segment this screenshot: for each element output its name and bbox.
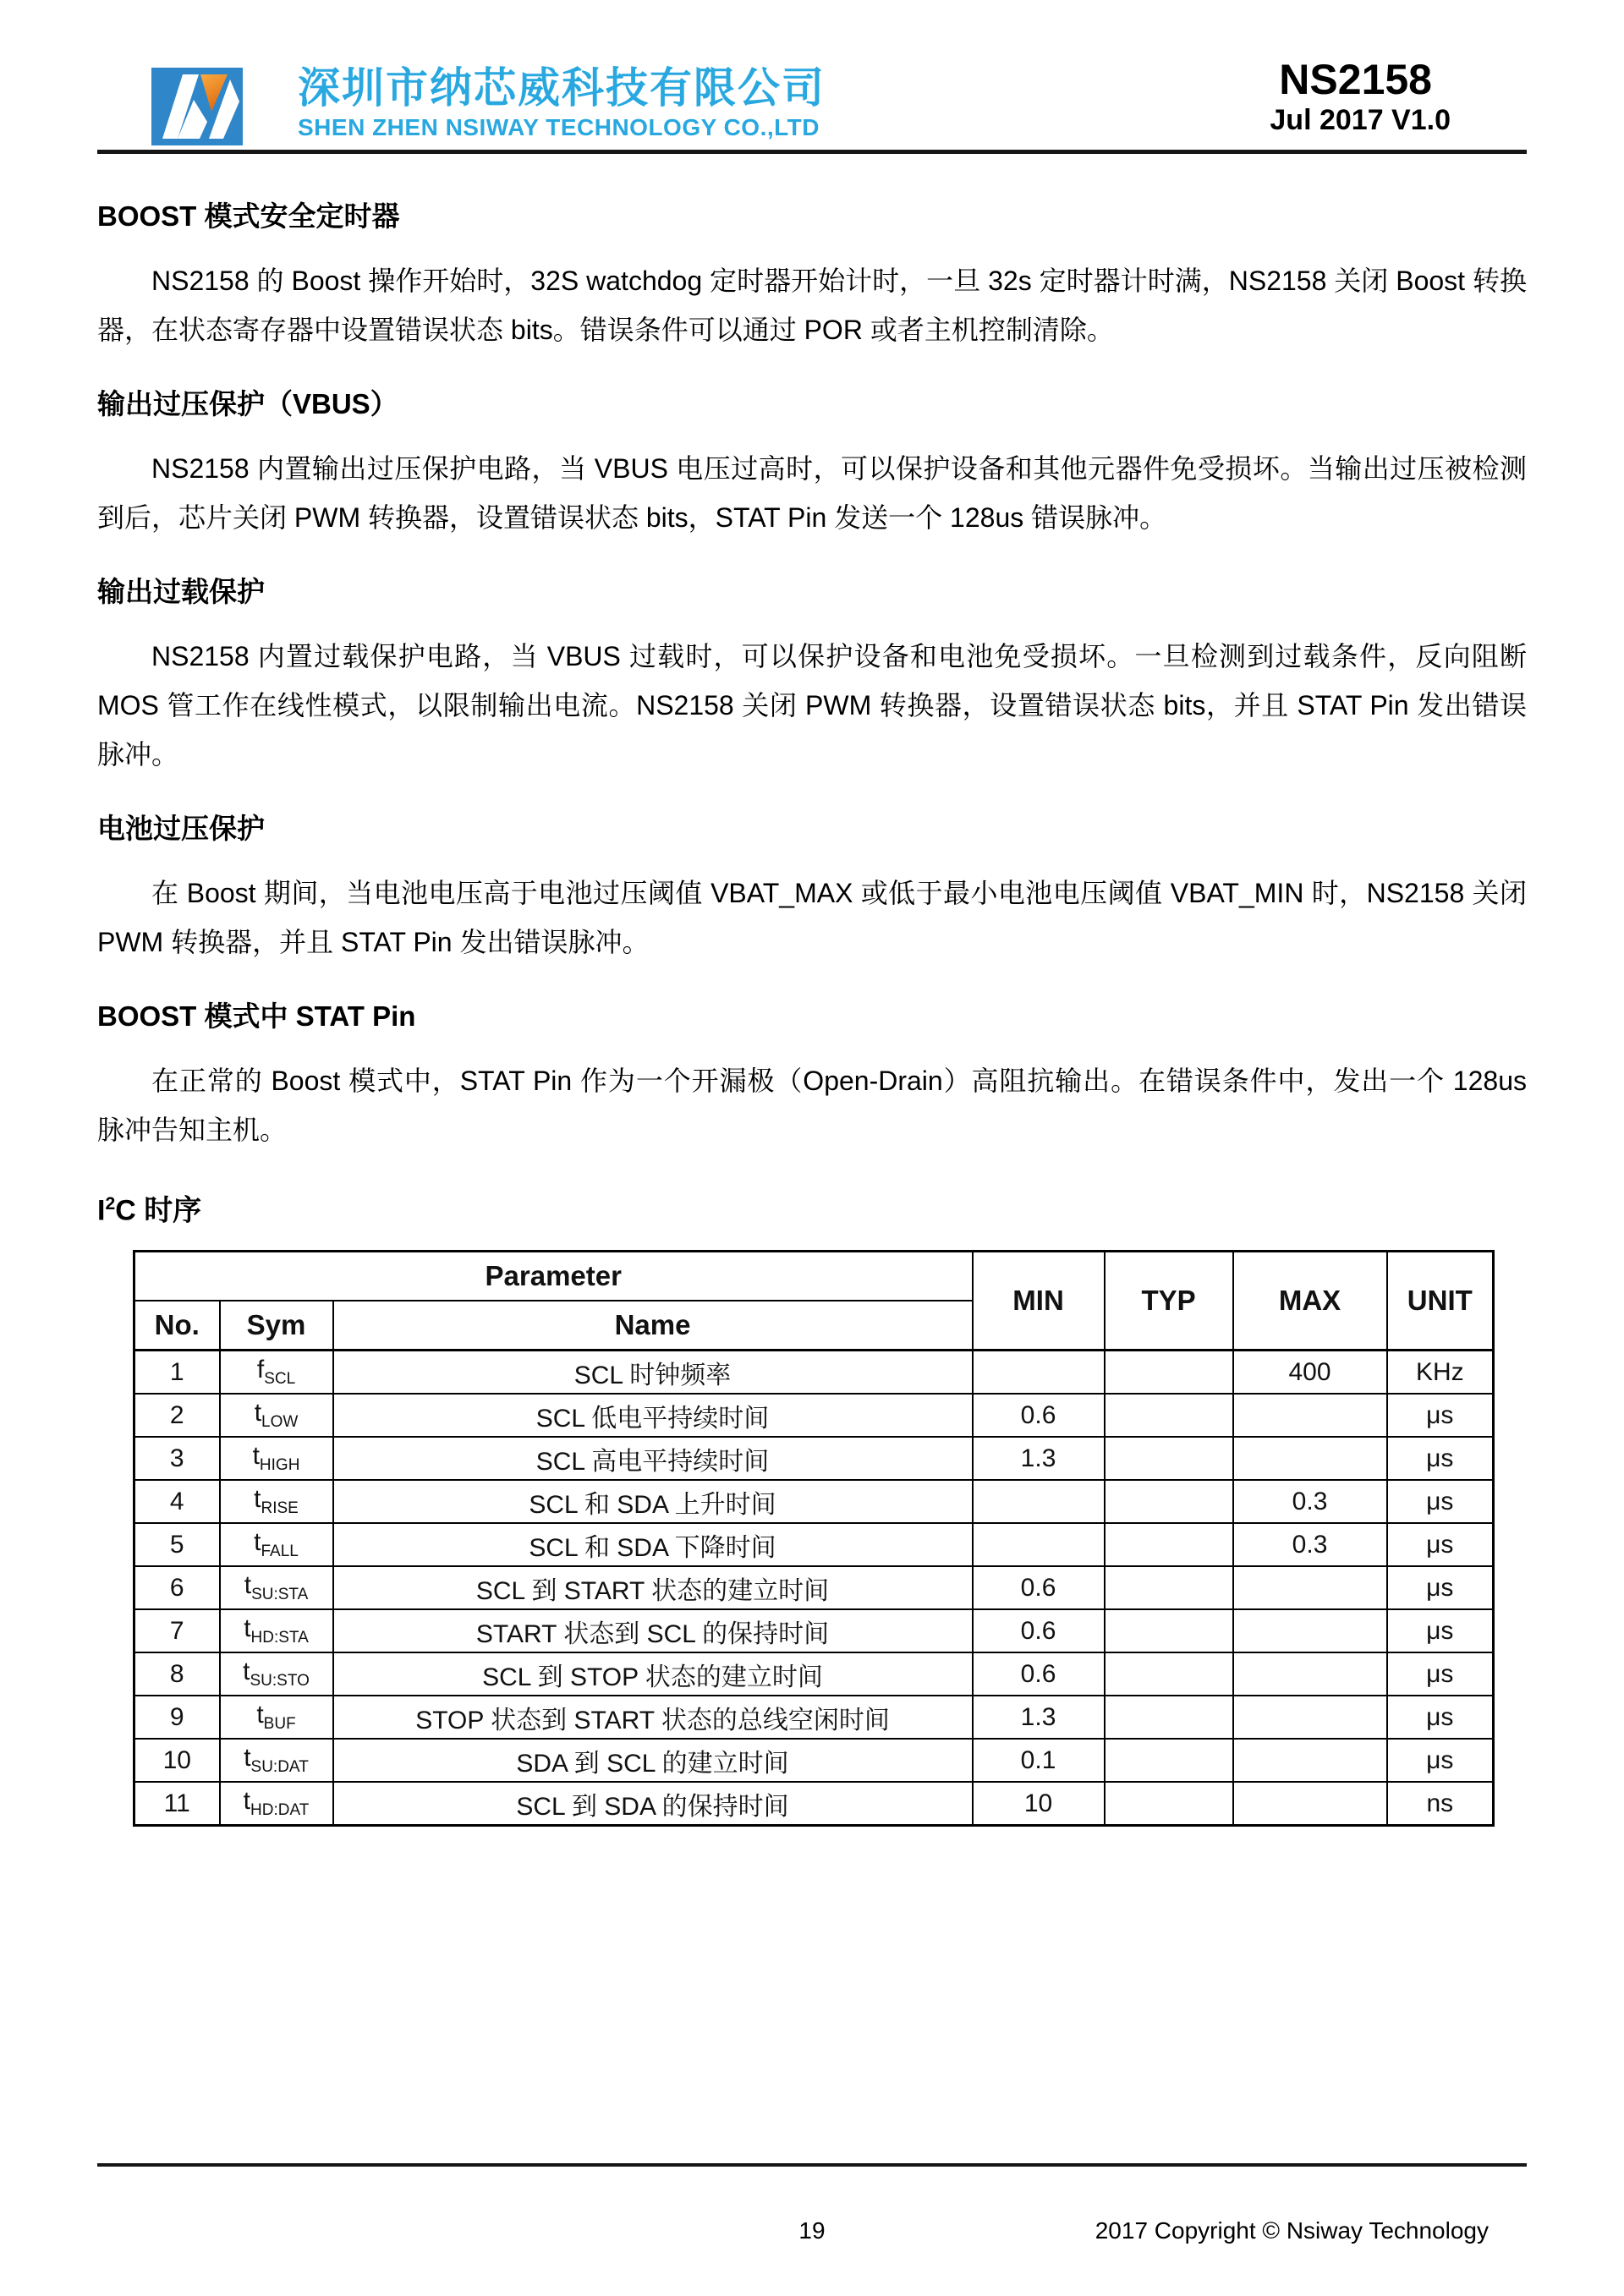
copyright-text: 2017 Copyright © Nsiway Technology <box>1095 2217 1489 2244</box>
nsiway-logo-icon <box>151 68 243 145</box>
part-number: NS2158 <box>1279 56 1432 103</box>
cell-max <box>1233 1696 1387 1739</box>
cell-max <box>1233 1782 1387 1826</box>
sym-sub: SU:STO <box>250 1672 310 1690</box>
sym-sub: HD:STA <box>250 1629 309 1647</box>
table-row <box>134 1351 1494 1395</box>
cell-min: 0.6 <box>973 1566 1105 1609</box>
cell-name: SCL 到 SDA 的保持时间 <box>333 1782 973 1826</box>
header-sym: Sym <box>220 1301 333 1351</box>
sym-sub: HIGH <box>259 1456 300 1475</box>
section-heading-boost-stat-pin: BOOST 模式中 STAT Pin <box>97 1000 416 1032</box>
sym-base: f <box>256 1356 265 1384</box>
sym-base: t <box>244 1614 251 1643</box>
cell-typ <box>1105 1566 1233 1609</box>
table-row <box>134 1652 1494 1696</box>
cell-name: SCL 低电平持续时间 <box>333 1394 973 1437</box>
cell-min: 1.3 <box>973 1696 1105 1739</box>
document-id-block <box>1270 56 1451 137</box>
cell-min: 1.3 <box>973 1437 1105 1480</box>
section-paragraph: 在 Boost 期间，当电池电压高于电池过压阈值 VBAT_MAX 或低于最小电池电压阈值 VBAT_MIN 时，NS2158 关闭 PWM 转换器，并且 STAT Pin 发出错误脉冲。 <box>97 878 1527 957</box>
cell-sym <box>220 1351 333 1395</box>
cell-no: 6 <box>134 1566 220 1609</box>
cell-name: SDA 到 SCL 的建立时间 <box>333 1739 973 1782</box>
cell-unit: μs <box>1387 1739 1494 1782</box>
sym-sub: HD:DAT <box>250 1801 310 1820</box>
sym-base: t <box>254 1399 262 1427</box>
sym-sub: RISE <box>261 1499 299 1518</box>
cell-typ <box>1105 1523 1233 1566</box>
section-heading-i2c-timing <box>97 1186 1527 1228</box>
sym-sub: LOW <box>261 1413 299 1432</box>
cell-name: SCL 高电平持续时间 <box>333 1437 973 1480</box>
company-name-cn: 深圳市纳芯威科技有限公司 <box>298 64 826 112</box>
header-unit: UNIT <box>1387 1252 1494 1351</box>
cell-min <box>973 1523 1105 1566</box>
cell-name: STOP 状态到 START 状态的总线空闲时间 <box>333 1696 973 1739</box>
i2c-timing-table <box>133 1250 1495 1827</box>
section-heading-battery-ovp: 电池过压保护 <box>97 813 265 844</box>
cell-sym <box>220 1566 333 1609</box>
sym-base: t <box>254 1485 261 1514</box>
page-content <box>97 153 1527 1827</box>
cell-typ <box>1105 1394 1233 1437</box>
cell-unit: ns <box>1387 1782 1494 1826</box>
cell-no: 2 <box>134 1394 220 1437</box>
cell-typ <box>1105 1609 1233 1652</box>
table-row <box>134 1480 1494 1523</box>
page-number: 19 <box>798 2217 826 2244</box>
table-row <box>134 1609 1494 1652</box>
cell-min: 0.6 <box>973 1609 1105 1652</box>
cell-typ <box>1105 1652 1233 1696</box>
sym-base: t <box>252 1442 260 1471</box>
section-heading-boost-safety-timer: BOOST 模式安全定时器 <box>97 200 400 232</box>
cell-no: 8 <box>134 1652 220 1696</box>
sym-base: t <box>243 1787 251 1816</box>
sym-sub: SU:STA <box>251 1586 309 1604</box>
cell-name: SCL 时钟频率 <box>333 1351 973 1395</box>
cell-no: 4 <box>134 1480 220 1523</box>
table-row <box>134 1523 1494 1566</box>
cell-min: 0.6 <box>973 1652 1105 1696</box>
table-row <box>134 1739 1494 1782</box>
cell-unit: μs <box>1387 1480 1494 1523</box>
cell-typ <box>1105 1696 1233 1739</box>
cell-min <box>973 1480 1105 1523</box>
cell-unit: μs <box>1387 1566 1494 1609</box>
section-paragraph: NS2158 内置过载保护电路，当 VBUS 过载时，可以保护设备和电池免受损坏。一旦检测到过载条件，反向阻断 MOS 管工作在线性模式，以限制输出电流。NS2158 关闭 PWM 转换器，设置错误状态 bits，并且 STAT Pin 发出错误脉冲。 <box>97 641 1527 770</box>
cell-max <box>1233 1739 1387 1782</box>
company-name-en: SHEN ZHEN NSIWAY TECHNOLOGY CO.,LTD <box>298 114 820 140</box>
cell-no: 7 <box>134 1609 220 1652</box>
cell-sym <box>220 1394 333 1437</box>
cell-sym <box>220 1609 333 1652</box>
cell-unit: μs <box>1387 1609 1494 1652</box>
cell-max <box>1233 1566 1387 1609</box>
cell-min: 0.1 <box>973 1739 1105 1782</box>
section-paragraph: NS2158 的 Boost 操作开始时，32S watchdog 定时器开始计时，一旦 32s 定时器计时满，NS2158 关闭 Boost 转换器，在状态寄存器中设置错误状态 bits。错误条件可以通过 POR 或者主机控制清除。 <box>97 266 1527 345</box>
sym-base: t <box>254 1528 261 1557</box>
cell-max: 0.3 <box>1233 1523 1387 1566</box>
table-row <box>134 1394 1494 1437</box>
header-typ: TYP <box>1105 1252 1233 1351</box>
cell-name: SCL 和 SDA 上升时间 <box>333 1480 973 1523</box>
header-min: MIN <box>973 1252 1105 1351</box>
section-paragraph: 在正常的 Boost 模式中，STAT Pin 作为一个开漏极（Open-Drain）高阻抗输出。在错误条件中，发出一个 128us 脉冲告知主机。 <box>97 1066 1527 1145</box>
cell-unit: μs <box>1387 1437 1494 1480</box>
header-parameter: Parameter <box>134 1252 973 1301</box>
i2c-heading-sup: 2 <box>105 1194 116 1214</box>
cell-min: 10 <box>973 1782 1105 1826</box>
section-paragraph: NS2158 内置输出过压保护电路，当 VBUS 电压过高时，可以保护设备和其他元器件免受损坏。当输出过压被检测到后，芯片关闭 PWM 转换器，设置错误状态 bits，STAT Pin 发送一个 128us 错误脉冲。 <box>97 453 1527 533</box>
sym-sub: SU:DAT <box>250 1758 309 1777</box>
cell-typ <box>1105 1437 1233 1480</box>
footer-rule <box>97 2163 1527 2167</box>
cell-name: START 状态到 SCL 的保持时间 <box>333 1609 973 1652</box>
header-no: No. <box>134 1301 220 1351</box>
cell-max: 0.3 <box>1233 1480 1387 1523</box>
cell-sym <box>220 1652 333 1696</box>
sym-base: t <box>244 1744 251 1773</box>
sym-base: t <box>244 1571 252 1600</box>
cell-name: SCL 到 START 状态的建立时间 <box>333 1566 973 1609</box>
cell-no: 5 <box>134 1523 220 1566</box>
table-header-row <box>134 1252 1494 1301</box>
header-name: Name <box>333 1301 973 1351</box>
section-heading-output-overload: 输出过载保护 <box>97 576 265 607</box>
cell-unit: KHz <box>1387 1351 1494 1395</box>
cell-unit: μs <box>1387 1523 1494 1566</box>
sym-sub: FALL <box>261 1543 299 1561</box>
cell-max <box>1233 1394 1387 1437</box>
cell-no: 10 <box>134 1739 220 1782</box>
cell-min <box>973 1351 1105 1395</box>
doc-version: Jul 2017 V1.0 <box>1270 104 1451 136</box>
cell-sym <box>220 1480 333 1523</box>
cell-max <box>1233 1609 1387 1652</box>
cell-no: 11 <box>134 1782 220 1826</box>
cell-sym <box>220 1739 333 1782</box>
section-heading-output-ovp-vbus: 输出过压保护（VBUS） <box>97 388 398 419</box>
cell-no: 1 <box>134 1351 220 1395</box>
cell-name: SCL 到 STOP 状态的建立时间 <box>333 1652 973 1696</box>
cell-no: 9 <box>134 1696 220 1739</box>
company-name-block <box>298 64 826 142</box>
cell-unit: μs <box>1387 1652 1494 1696</box>
table-row <box>134 1696 1494 1739</box>
sym-sub: BUF <box>263 1715 296 1734</box>
sym-sub: SCL <box>264 1370 296 1389</box>
cell-sym <box>220 1437 333 1480</box>
cell-unit: μs <box>1387 1394 1494 1437</box>
cell-max <box>1233 1437 1387 1480</box>
cell-name: SCL 和 SDA 下降时间 <box>333 1523 973 1566</box>
cell-unit: μs <box>1387 1696 1494 1739</box>
header-max: MAX <box>1233 1252 1387 1351</box>
sym-base: t <box>243 1658 250 1686</box>
sym-base: t <box>256 1701 264 1729</box>
table-row <box>134 1437 1494 1480</box>
page-footer <box>97 2217 1527 2251</box>
i2c-heading-pre: I <box>97 1194 106 1227</box>
cell-max: 400 <box>1233 1351 1387 1395</box>
cell-typ <box>1105 1739 1233 1782</box>
table-row <box>134 1566 1494 1609</box>
cell-sym <box>220 1782 333 1826</box>
i2c-heading-post: C 时序 <box>115 1194 202 1227</box>
cell-sym <box>220 1523 333 1566</box>
cell-max <box>1233 1652 1387 1696</box>
cell-typ <box>1105 1351 1233 1395</box>
cell-min: 0.6 <box>973 1394 1105 1437</box>
table-row <box>134 1782 1494 1826</box>
cell-typ <box>1105 1782 1233 1826</box>
cell-no: 3 <box>134 1437 220 1480</box>
cell-typ <box>1105 1480 1233 1523</box>
cell-sym <box>220 1696 333 1739</box>
